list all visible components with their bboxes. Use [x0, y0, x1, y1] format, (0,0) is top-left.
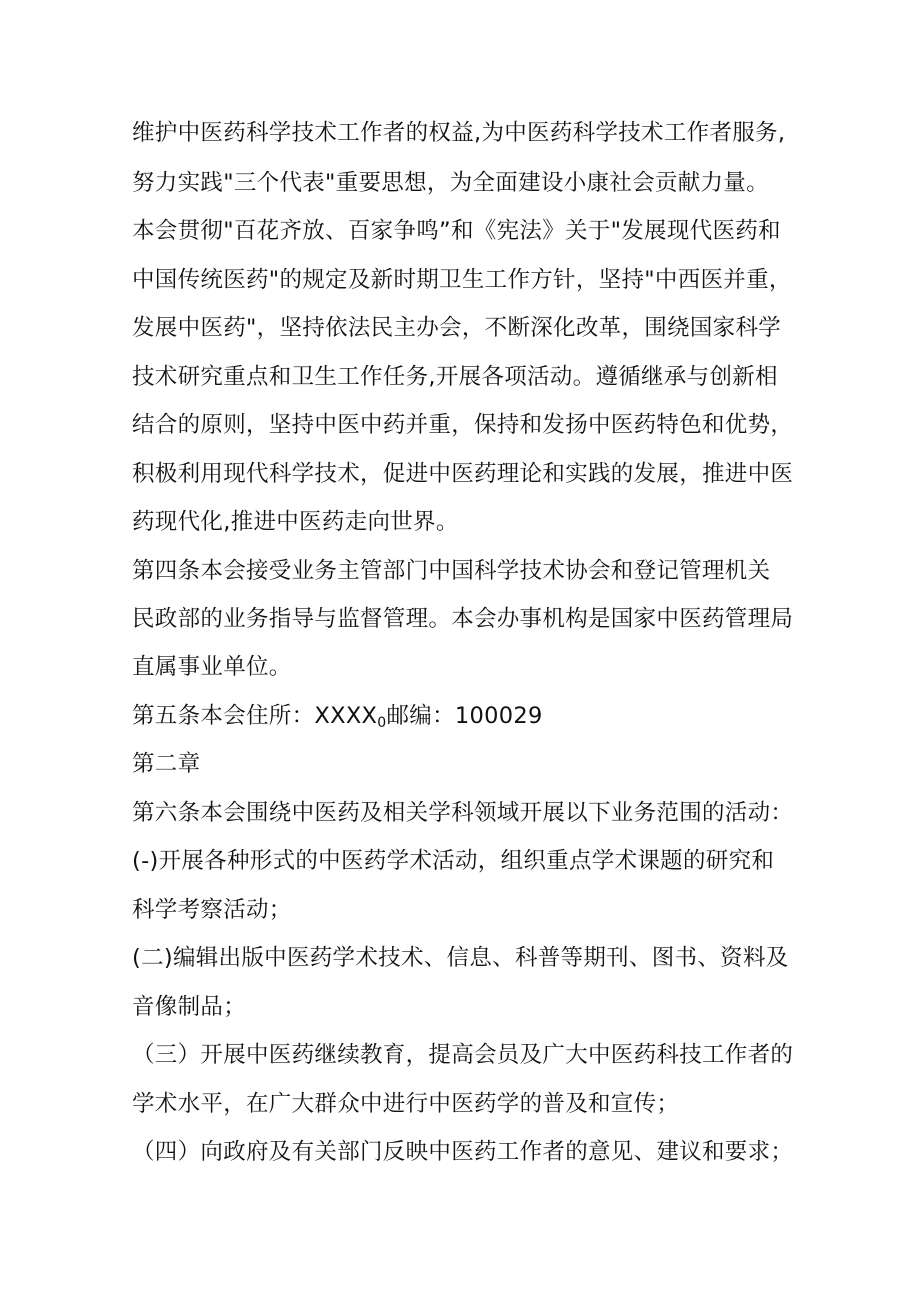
- address-line: [132, 701, 832, 738]
- list-item-2-cont: 音像制品；: [132, 994, 247, 1020]
- text-line-10: 第四条本会接受业务主管部门中国科学技术协会和登记管理机关: [132, 558, 771, 584]
- text-line-9: 药现代化,推进中医药走向世界。: [132, 509, 459, 535]
- text-line-5: 发展中医药"，坚持依法民主办会，不断深化改革，围绕国家科学: [132, 315, 782, 341]
- list-item-3-cont: 学术水平，在广大群众中进行中医药学的普及和宣传；: [132, 1091, 680, 1117]
- list-item-4: （四）向政府及有关部门反映中医药工作者的意见、建议和要求；: [132, 1139, 794, 1165]
- text-line-4: 中国传统医药"的规定及新时期卫生工作方针，坚持"中西医并重，: [132, 267, 792, 293]
- text-line-15: 第六条本会围绕中医药及相关学科领域开展以下业务范围的活动：: [132, 800, 794, 826]
- text-line-2: 努力实践"三个代表"重要思想，为全面建设小康社会贡献力量。: [132, 170, 769, 196]
- text-line-8: 积极利用现代科学技术，促进中医药理论和实践的发展，推进中医: [132, 461, 794, 487]
- text-line-7: 结合的原则，坚持中医中药并重，保持和发扬中医药特色和优势，: [132, 412, 794, 438]
- text-line-3: 本会贯彻"百花齐放、百家争鸣”和《宪法》关于"发展现代医药和: [132, 218, 781, 244]
- text-line-1: 维护中医药科学技术工作者的权益,为中医药科学技术工作者服务,: [132, 120, 786, 146]
- list-item-3: （三）开展中医药继续教育，提高会员及广大中医药科技工作者的: [132, 1042, 794, 1068]
- address-prefix: 第五条本会住所：XXXX: [132, 703, 378, 729]
- list-item-1-cont: 科学考察活动；: [132, 897, 292, 923]
- chapter-heading: 第二章: [132, 751, 201, 777]
- list-item-2: (二)编辑出版中医药学术技术、信息、科普等期刊、图书、资料及: [132, 945, 789, 971]
- text-line-12: 直属事业单位。: [132, 654, 292, 680]
- text-line-6: 技术研究重点和卫生工作任务,开展各项活动。遵循继承与创新相: [132, 364, 778, 390]
- postal-code: 邮编：100029: [386, 703, 543, 729]
- address-subscript: 0: [377, 715, 387, 731]
- text-line-11: 民政部的业务指导与监督管理。本会办事机构是国家中医药管理局: [132, 606, 794, 632]
- list-item-1: (-)开展各种形式的中医药学术活动，组织重点学术课题的研究和: [132, 848, 775, 874]
